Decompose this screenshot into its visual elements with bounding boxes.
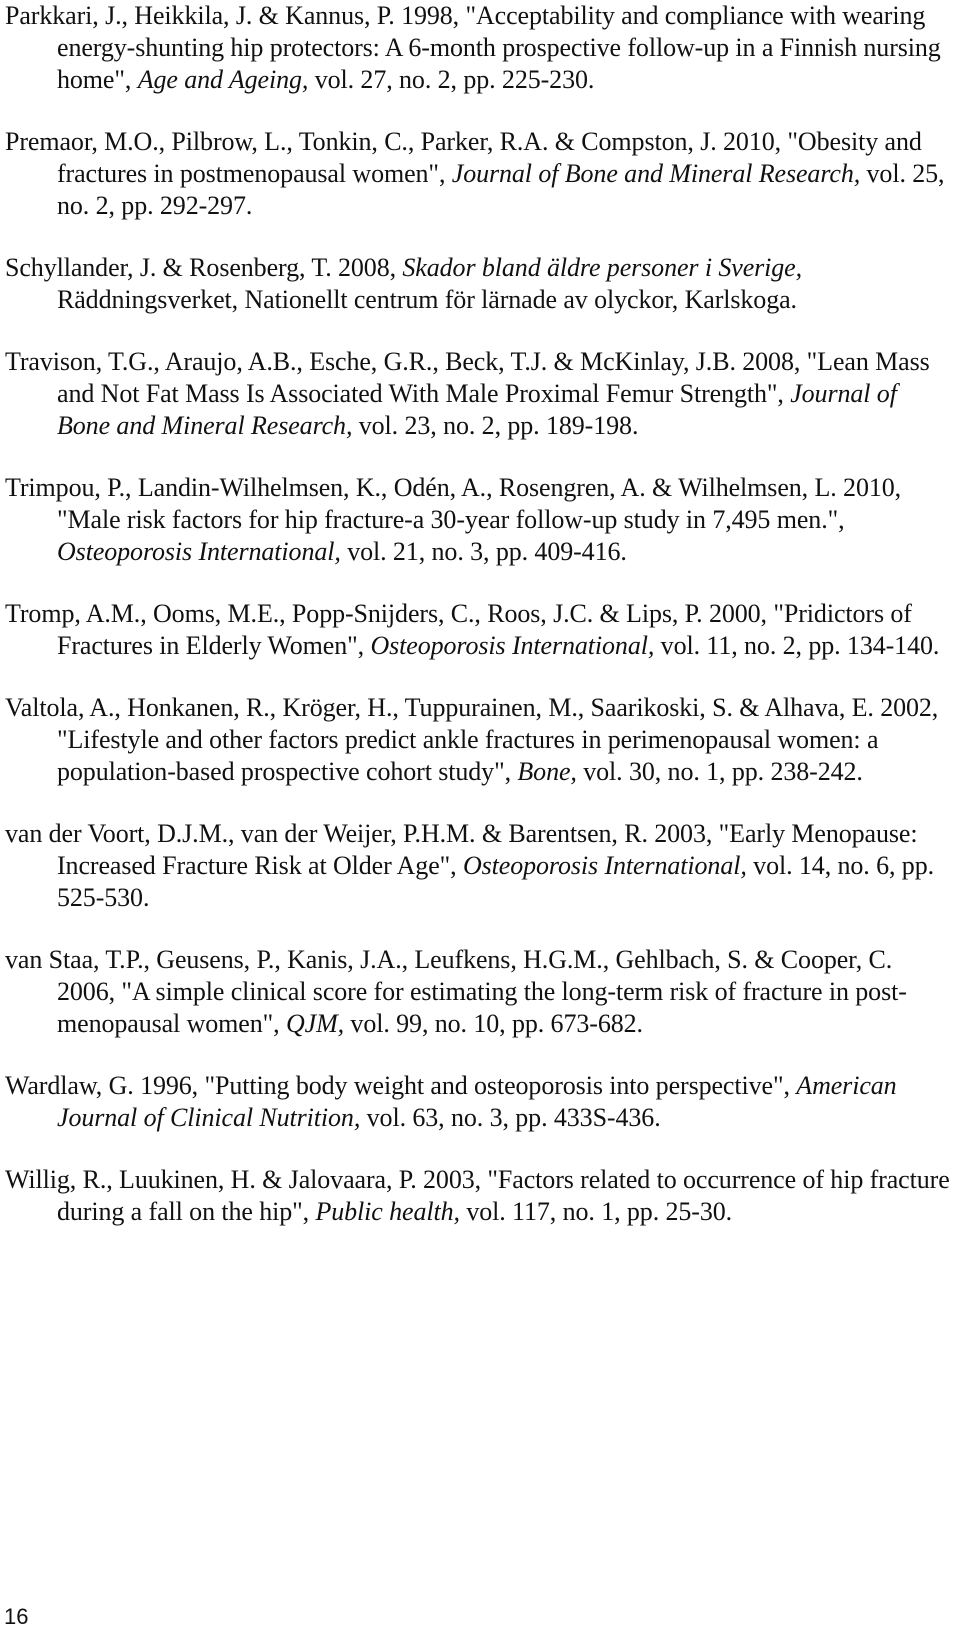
reference-authors: Trimpou, P., Landin-Wilhelmsen, K., Odén, A., Rosengren, A. & Wilhelmsen, L. 2010, xyxy=(5,473,902,502)
reference-title: "Acceptability and compliance with wearing energy-shunting hip protectors: A 6-month prospective follow-up in a Finnish nursing home", xyxy=(57,1,941,94)
reference-source: Journal of Bone and Mineral Research, xyxy=(57,379,897,440)
reference-item xyxy=(5,692,953,788)
reference-title: "Obesity and fractures in postmenopausal women", xyxy=(57,127,922,188)
reference-authors: Schyllander, J. & Rosenberg, T. 2008, xyxy=(5,253,403,282)
reference-source: American Journal of Clinical Nutrition, xyxy=(57,1071,897,1132)
reference-source: Osteoporosis International, xyxy=(57,537,341,566)
reference-title: "Putting body weight and osteoporosis into perspective", xyxy=(204,1071,797,1100)
reference-item xyxy=(5,1070,953,1134)
reference-authors: van der Voort, D.J.M., van der Weijer, P.H.M. & Barentsen, R. 2003, xyxy=(5,819,719,848)
reference-details: Räddningsverket, Nationellt centrum för lärnade av olyckor, Karlskoga. xyxy=(57,285,797,314)
reference-details: vol. 27, no. 2, pp. 225-230. xyxy=(308,65,595,94)
reference-title: "A simple clinical score for estimating the long-term risk of fracture in post-menopausal women", xyxy=(57,977,907,1038)
reference-item xyxy=(5,346,953,442)
reference-item xyxy=(5,126,953,222)
reference-title: "Lean Mass and Not Fat Mass Is Associated With Male Proximal Femur Strength", xyxy=(57,347,930,408)
reference-title: "Lifestyle and other factors predict ankle fractures in perimenopausal women: a population-based prospective cohort study", xyxy=(57,725,879,786)
reference-title: "Male risk factors for hip fracture-a 30-year follow-up study in 7,495 men.", xyxy=(57,505,845,534)
reference-item xyxy=(5,0,953,96)
reference-details: vol. 63, no. 3, pp. 433S-436. xyxy=(360,1103,661,1132)
reference-details: vol. 11, no. 2, pp. 134-140. xyxy=(654,631,940,660)
reference-source: Osteoporosis International, xyxy=(462,851,747,880)
reference-authors: Valtola, A., Honkanen, R., Kröger, H., Tuppurainen, M., Saarikoski, S. & Alhava, E. 2002, xyxy=(5,693,939,722)
reference-details: vol. 99, no. 10, pp. 673-682. xyxy=(344,1009,643,1038)
reference-authors: Wardlaw, G. 1996, xyxy=(5,1071,205,1100)
reference-source: Osteoporosis International, xyxy=(370,631,655,660)
reference-title: "Early Menopause: Increased Fracture Risk at Older Age", xyxy=(57,819,918,880)
reference-details: vol. 25, no. 2, pp. 292-297. xyxy=(57,159,945,220)
reference-item xyxy=(5,818,953,914)
reference-details: vol. 23, no. 2, pp. 189-198. xyxy=(352,411,639,440)
reference-details: vol. 117, no. 1, pp. 25-30. xyxy=(459,1197,733,1226)
reference-item xyxy=(5,472,953,568)
reference-item xyxy=(5,944,953,1040)
reference-source: QJM, xyxy=(285,1009,345,1038)
reference-list xyxy=(5,0,953,1258)
reference-authors: Travison, T.G., Araujo, A.B., Esche, G.R., Beck, T.J. & McKinlay, J.B. 2008, xyxy=(5,347,807,376)
reference-title: "Factors related to occurrence of hip fracture during a fall on the hip", xyxy=(57,1165,950,1226)
reference-item xyxy=(5,1164,953,1228)
reference-details: vol. 30, no. 1, pp. 238-242. xyxy=(576,757,863,786)
reference-authors: van Staa, T.P., Geusens, P., Kanis, J.A., Leufkens, H.G.M., Gehlbach, S. & Cooper, C. 2006, xyxy=(5,945,893,1006)
reference-item xyxy=(5,252,953,316)
reference-authors: Willig, R., Luukinen, H. & Jalovaara, P. 2003, xyxy=(5,1165,488,1194)
reference-source: Bone, xyxy=(517,757,577,786)
reference-authors: Parkkari, J., Heikkila, J. & Kannus, P. 1998, xyxy=(5,1,466,30)
reference-authors: Premaor, M.O., Pilbrow, L., Tonkin, C., Parker, R.A. & Compston, J. 2010, xyxy=(5,127,788,156)
reference-details: vol. 21, no. 3, pp. 409-416. xyxy=(340,537,627,566)
reference-details: vol. 14, no. 6, pp. 525-530. xyxy=(57,851,934,912)
reference-source: Journal of Bone and Mineral Research, xyxy=(451,159,861,188)
reference-title: "Pridictors of Fractures in Elderly Women", xyxy=(57,599,912,660)
reference-source: Age and Ageing, xyxy=(137,65,309,94)
page-number: 16 xyxy=(4,1604,29,1629)
reference-authors: Tromp, A.M., Ooms, M.E., Popp-Snijders, C., Roos, J.C. & Lips, P. 2000, xyxy=(5,599,774,628)
reference-item xyxy=(5,598,953,662)
reference-source: Public health, xyxy=(315,1197,460,1226)
reference-source: Skador bland äldre personer i Sverige, xyxy=(402,253,803,282)
